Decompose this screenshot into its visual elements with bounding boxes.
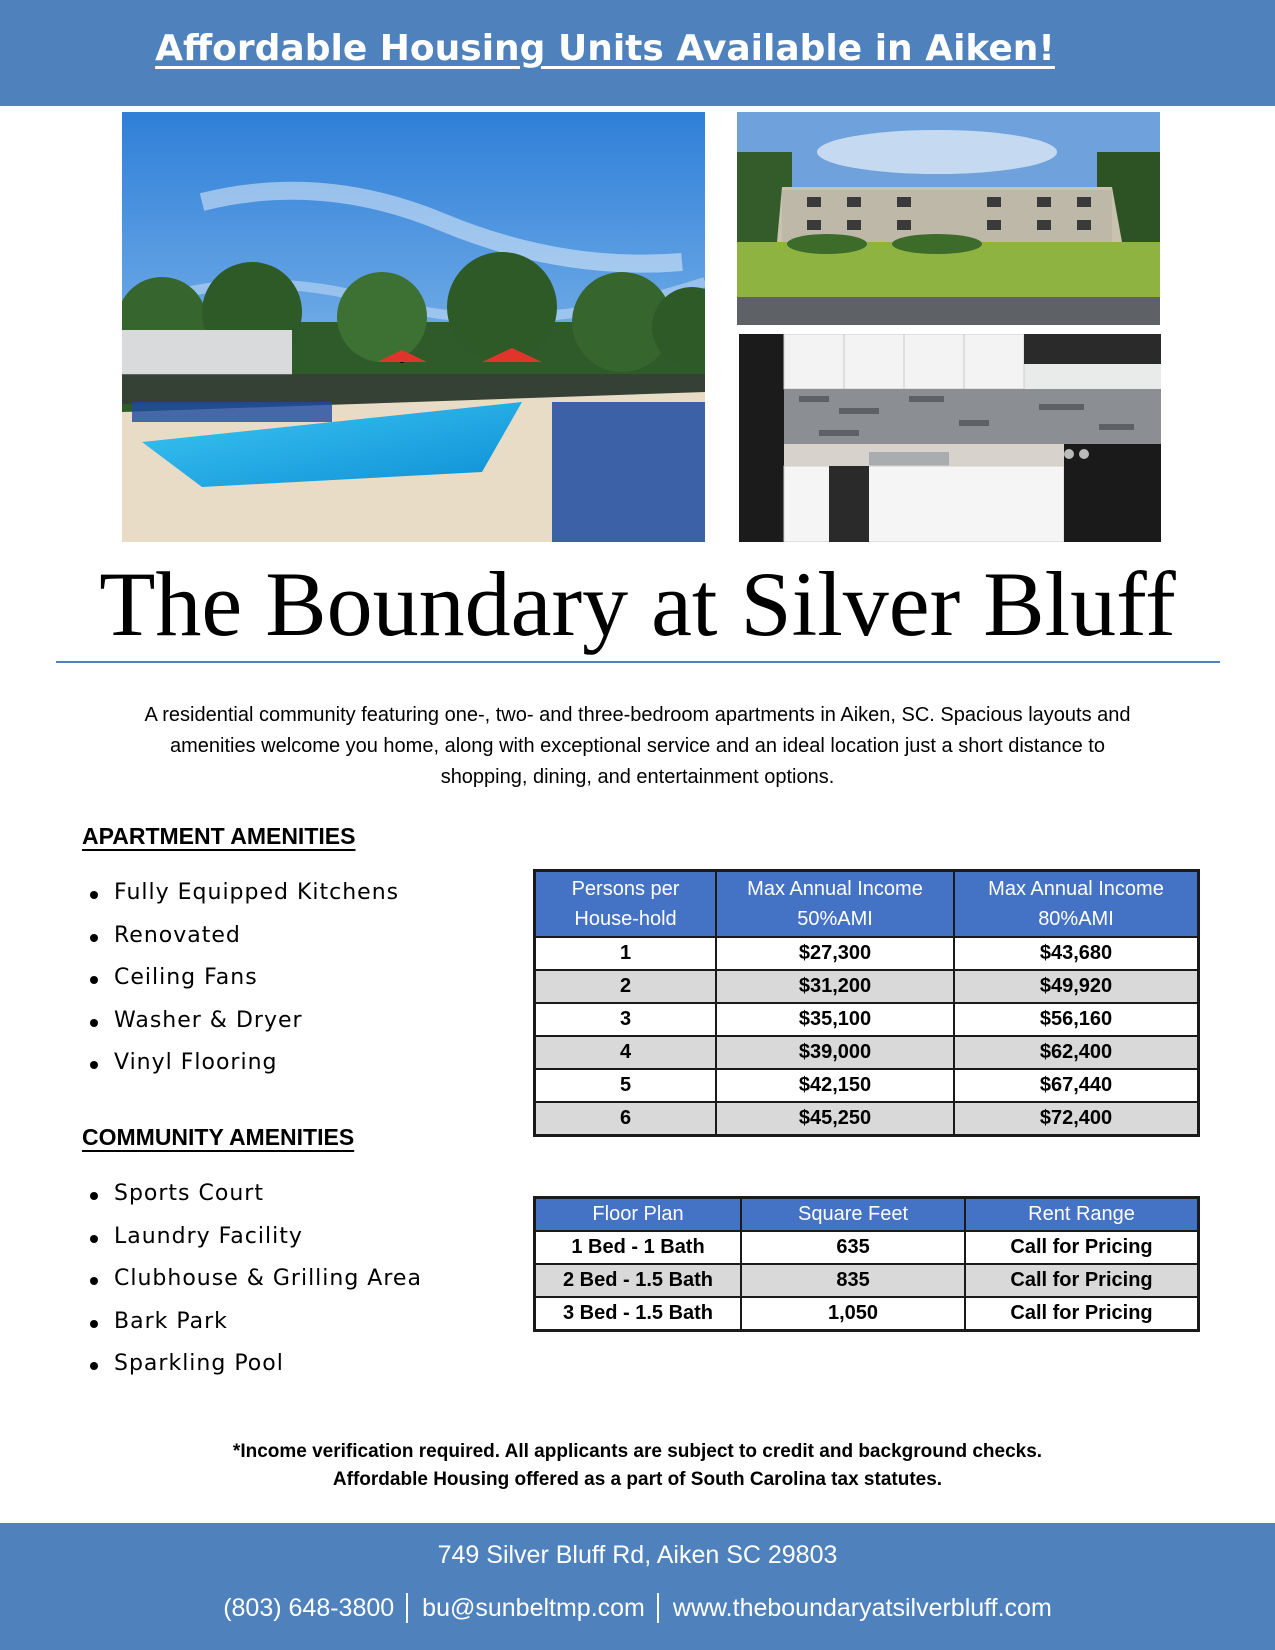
table-cell: 2 xyxy=(535,970,717,1003)
disclaimer-note xyxy=(140,1438,1135,1494)
table-cell: 1,050 xyxy=(741,1297,965,1331)
table-cell: 3 xyxy=(535,1003,717,1036)
table-cell: 3 Bed - 1.5 Bath xyxy=(535,1297,742,1331)
list-item: Laundry Facility xyxy=(82,1216,422,1259)
table-header: Square Feet xyxy=(741,1198,965,1231)
table-row xyxy=(535,1102,1199,1136)
community-amenities-list xyxy=(82,1173,422,1386)
table-cell: $56,160 xyxy=(954,1003,1199,1036)
table-row xyxy=(535,970,1199,1003)
contact-divider xyxy=(406,1593,408,1623)
title-divider xyxy=(56,661,1220,663)
list-item: Ceiling Fans xyxy=(82,957,399,1000)
contact-divider xyxy=(657,1593,659,1623)
kitchen-photo xyxy=(739,334,1161,542)
income-limits-table xyxy=(533,869,1200,1137)
list-item: Sports Court xyxy=(82,1173,422,1216)
table-row xyxy=(535,1003,1199,1036)
list-item: Vinyl Flooring xyxy=(82,1042,399,1085)
footer-contact-row xyxy=(0,1593,1275,1623)
table-cell: 1 xyxy=(535,937,717,970)
headline: Affordable Housing Units Available in Aiken! xyxy=(155,28,1055,69)
disclaimer-line-1: *Income verification required. All applicants are subject to credit and background checks. xyxy=(232,1441,1043,1462)
table-cell: $31,200 xyxy=(716,970,954,1003)
list-item: Renovated xyxy=(82,915,399,958)
exterior-photo xyxy=(737,112,1160,325)
table-header: Persons per House-hold xyxy=(535,871,717,937)
table-row xyxy=(535,1036,1199,1069)
disclaimer-line-2: Affordable Housing offered as a part of South Carolina tax statutes. xyxy=(332,1469,943,1490)
table-cell: 4 xyxy=(535,1036,717,1069)
list-item: Bark Park xyxy=(82,1301,422,1344)
table-cell: Call for Pricing xyxy=(965,1231,1198,1264)
table-row xyxy=(535,1069,1199,1102)
table-cell: $45,250 xyxy=(716,1102,954,1136)
table-cell: $35,100 xyxy=(716,1003,954,1036)
intro-paragraph: A residential community featuring one-, two- and three-bedroom apartments in Aiken, SC. Spacious layouts and amenities welcome you home, along with exceptional service and an ideal location just a short distance to shopping, dining, and entertainment options. xyxy=(144,704,1131,788)
table-cell: 6 xyxy=(535,1102,717,1136)
table-cell: Call for Pricing xyxy=(965,1297,1198,1331)
table-header: Max Annual Income 50%AMI xyxy=(716,871,954,937)
community-amenities-heading: COMMUNITY AMENITIES xyxy=(82,1124,355,1150)
table-cell: $49,920 xyxy=(954,970,1199,1003)
table-cell: $67,440 xyxy=(954,1069,1199,1102)
pool-photo xyxy=(122,112,705,542)
apartment-amenities-heading: APARTMENT AMENITIES xyxy=(82,823,356,849)
apartment-amenities-list xyxy=(82,872,399,1085)
table-cell: 835 xyxy=(741,1264,965,1297)
table-row xyxy=(535,1264,1199,1297)
table-cell: Call for Pricing xyxy=(965,1264,1198,1297)
table-cell: $27,300 xyxy=(716,937,954,970)
table-row xyxy=(535,937,1199,970)
website-link[interactable]: www.theboundaryatsilverbluff.com xyxy=(672,1593,1052,1622)
list-item: Clubhouse & Grilling Area xyxy=(82,1258,422,1301)
table-cell: $72,400 xyxy=(954,1102,1199,1136)
table-cell: $39,000 xyxy=(716,1036,954,1069)
table-cell: 635 xyxy=(741,1231,965,1264)
table-row xyxy=(535,1231,1199,1264)
table-cell: $43,680 xyxy=(954,937,1199,970)
list-item: Washer & Dryer xyxy=(82,1000,399,1043)
table-header: Floor Plan xyxy=(535,1198,742,1231)
email-link[interactable]: bu@sunbeltmp.com xyxy=(422,1593,645,1622)
footer-address: 749 Silver Bluff Rd, Aiken SC 29803 xyxy=(437,1541,838,1569)
phone-number[interactable]: (803) 648-3800 xyxy=(223,1593,395,1622)
list-item: Fully Equipped Kitchens xyxy=(82,872,399,915)
table-row xyxy=(535,1297,1199,1331)
table-header: Rent Range xyxy=(965,1198,1198,1231)
property-title: The Boundary at Silver Bluff xyxy=(99,553,1176,655)
table-cell: $42,150 xyxy=(716,1069,954,1102)
table-cell: $62,400 xyxy=(954,1036,1199,1069)
table-cell: 5 xyxy=(535,1069,717,1102)
table-cell: 1 Bed - 1 Bath xyxy=(535,1231,742,1264)
table-cell: 2 Bed - 1.5 Bath xyxy=(535,1264,742,1297)
table-header: Max Annual Income 80%AMI xyxy=(954,871,1199,937)
list-item: Sparkling Pool xyxy=(82,1343,422,1386)
floor-plan-table xyxy=(533,1196,1200,1332)
